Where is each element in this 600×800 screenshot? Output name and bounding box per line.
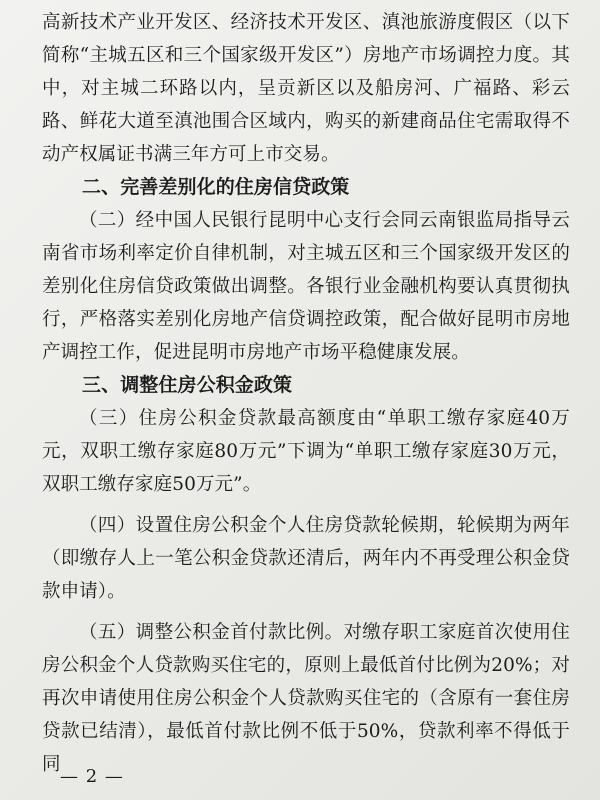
paragraph-item-3: （三）住房公积金贷款最高额度由“单职工缴存家庭40万元，双职工缴存家庭80万元”下调为“单职工缴存家庭30万元，双职工缴存家庭50万元”。 <box>42 408 570 495</box>
paragraph-intro: 高新技术产业开发区、经济技术开发区、滇池旅游度假区（以下简称“主城五区和三个国家级开发区”）房地产市场调控力度。其中，对主城二环路以内，呈贡新区以及船房河、广福路、彩云路、鲜花大道至滇池围合区域内，购买的新建商品住宅需取得不动产权属证书满三年方可上市交易。 <box>42 12 570 165</box>
paragraph-item-5: （五）调整公积金首付款比例。对缴存职工家庭首次使用住房公积金个人贷款购买住宅的，原则上最低首付比例为20%；对再次申请使用住房公积金个人贷款购买住宅的（含原有一套住房贷款已结清），最低首付款比例不低于50%，贷款利率不得低于同 <box>42 622 570 775</box>
paragraph-item-2: （二）经中国人民银行昆明中心支行会同云南银监局指导云南省市场利率定价自律机制，对主城五区和三个国家级开发区的差别化住房信贷政策做出调整。各银行业金融机构要认真贯彻执行，严格落实差别化房地产信贷调控政策，配合做好昆明市房地产调控工作，促进昆明市房地产市场平稳健康发展。 <box>42 210 570 363</box>
section-heading-credit-policy: 二、完善差别化的住房信贷政策 <box>82 176 350 198</box>
paragraph-spacer <box>42 608 570 616</box>
paragraph-spacer <box>42 501 570 509</box>
section-heading-provident-fund: 三、调整住房公积金政策 <box>82 374 293 396</box>
page-number: — 2 — <box>60 766 124 787</box>
paragraph-item-4: （四）设置住房公积金个人住房贷款轮候期，轮候期为两年（即缴存人上一笔公积金贷款还清后，两年内不再受理公积金贷款申请）。 <box>42 515 570 602</box>
